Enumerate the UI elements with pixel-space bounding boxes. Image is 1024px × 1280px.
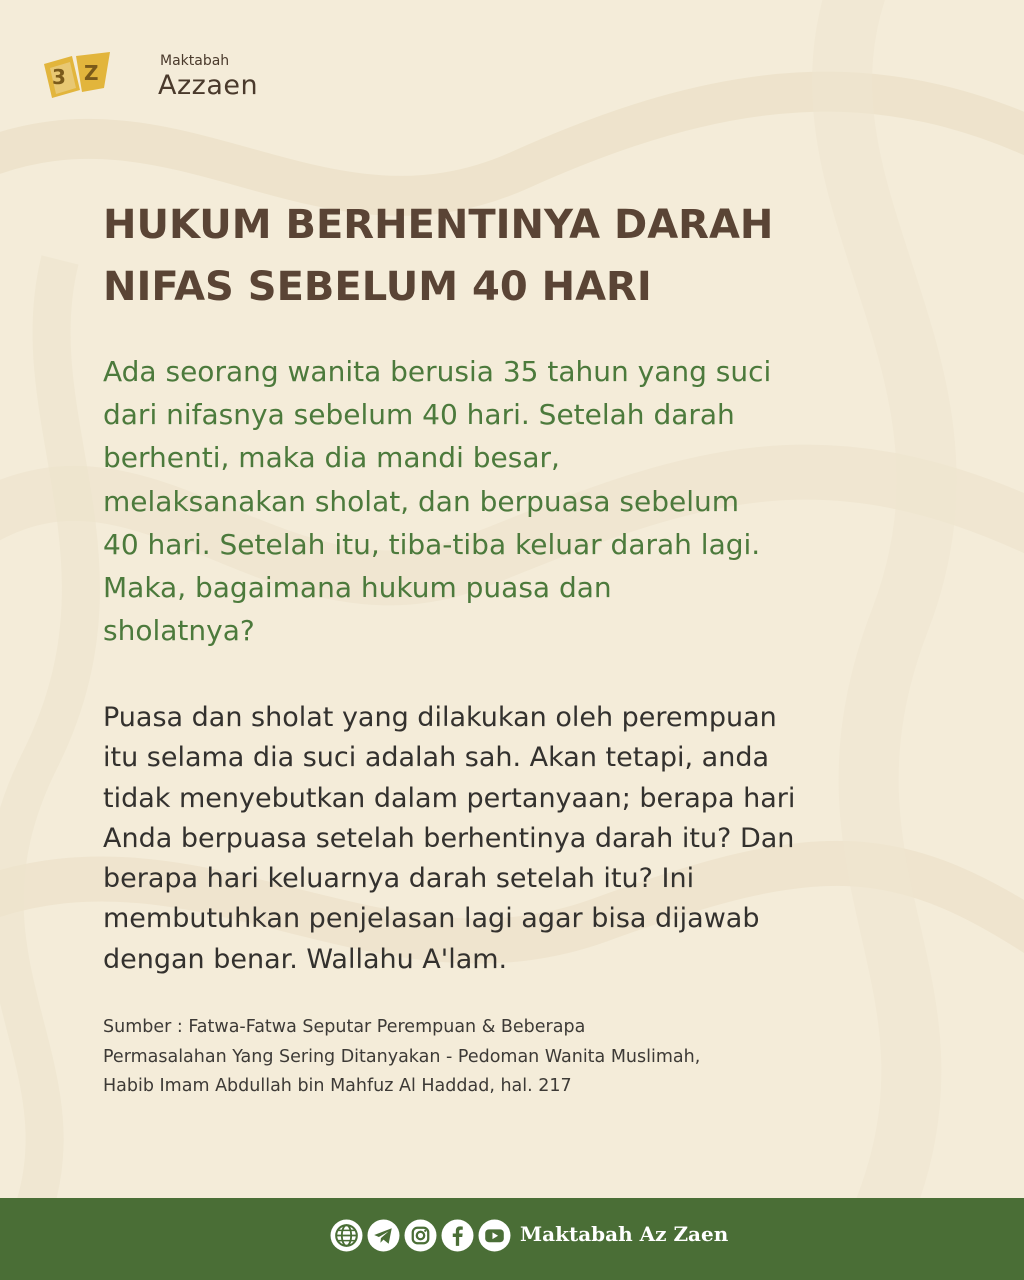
logo-name-big: Azzaen xyxy=(158,70,259,101)
youtube-icon[interactable] xyxy=(478,1219,511,1252)
answer-text xyxy=(103,698,943,980)
title-line: HUKUM BERHENTINYA DARAH xyxy=(103,202,774,248)
question-line: berhenti, maka dia mandi besar, xyxy=(103,441,560,475)
brand-logo xyxy=(40,46,259,108)
answer-line: dengan benar. Wallahu A'lam. xyxy=(103,943,508,975)
title-line: NIFAS SEBELUM 40 HARI xyxy=(103,264,652,310)
source-line: Permasalahan Yang Sering Ditanyakan - Pedoman Wanita Muslimah, xyxy=(103,1046,701,1067)
question-line: sholatnya? xyxy=(103,614,255,648)
source-citation xyxy=(103,1013,943,1102)
question-line: Maka, bagaimana hukum puasa dan xyxy=(103,571,612,605)
svg-text:3: 3 xyxy=(52,65,66,89)
source-line: Sumber : Fatwa-Fatwa Seputar Perempuan & Beberapa xyxy=(103,1017,586,1037)
telegram-icon[interactable] xyxy=(367,1219,400,1252)
answer-line: tidak menyebutkan dalam pertanyaan; berapa hari xyxy=(103,782,796,814)
question-line: 40 hari. Setelah itu, tiba-tiba keluar darah lagi. xyxy=(103,527,761,561)
page-title xyxy=(103,194,963,318)
footer-brand-name: Maktabah Az Zaen xyxy=(520,1222,729,1246)
globe-icon[interactable] xyxy=(330,1219,363,1252)
facebook-icon[interactable] xyxy=(441,1219,474,1252)
answer-line: Puasa dan sholat yang dilakukan oleh perempuan xyxy=(103,702,777,733)
source-line: Habib Imam Abdullah bin Mahfuz Al Haddad, hal. 217 xyxy=(103,1076,572,1096)
footer-bar xyxy=(0,1198,1024,1280)
answer-line: berapa hari keluarnya darah setelah itu? Ini xyxy=(103,863,695,895)
book-logo-icon xyxy=(40,50,114,102)
logo-name-small: Maktabah xyxy=(160,53,230,69)
question-line: melaksanakan sholat, dan berpuasa sebelum xyxy=(103,484,740,518)
question-line: Ada seorang wanita berusia 35 tahun yang suci xyxy=(103,355,772,388)
answer-line: Anda berpuasa setelah berhentinya darah itu? Dan xyxy=(103,822,795,854)
instagram-icon[interactable] xyxy=(404,1219,437,1252)
answer-line: itu selama dia suci adalah sah. Akan tetapi, anda xyxy=(103,742,770,774)
question-line: dari nifasnya sebelum 40 hari. Setelah darah xyxy=(103,398,735,432)
social-links xyxy=(330,1217,511,1253)
answer-line: membutuhkan penjelasan lagi agar bisa dijawab xyxy=(103,903,760,935)
question-text xyxy=(103,350,943,652)
svg-text:Z: Z xyxy=(84,61,99,85)
